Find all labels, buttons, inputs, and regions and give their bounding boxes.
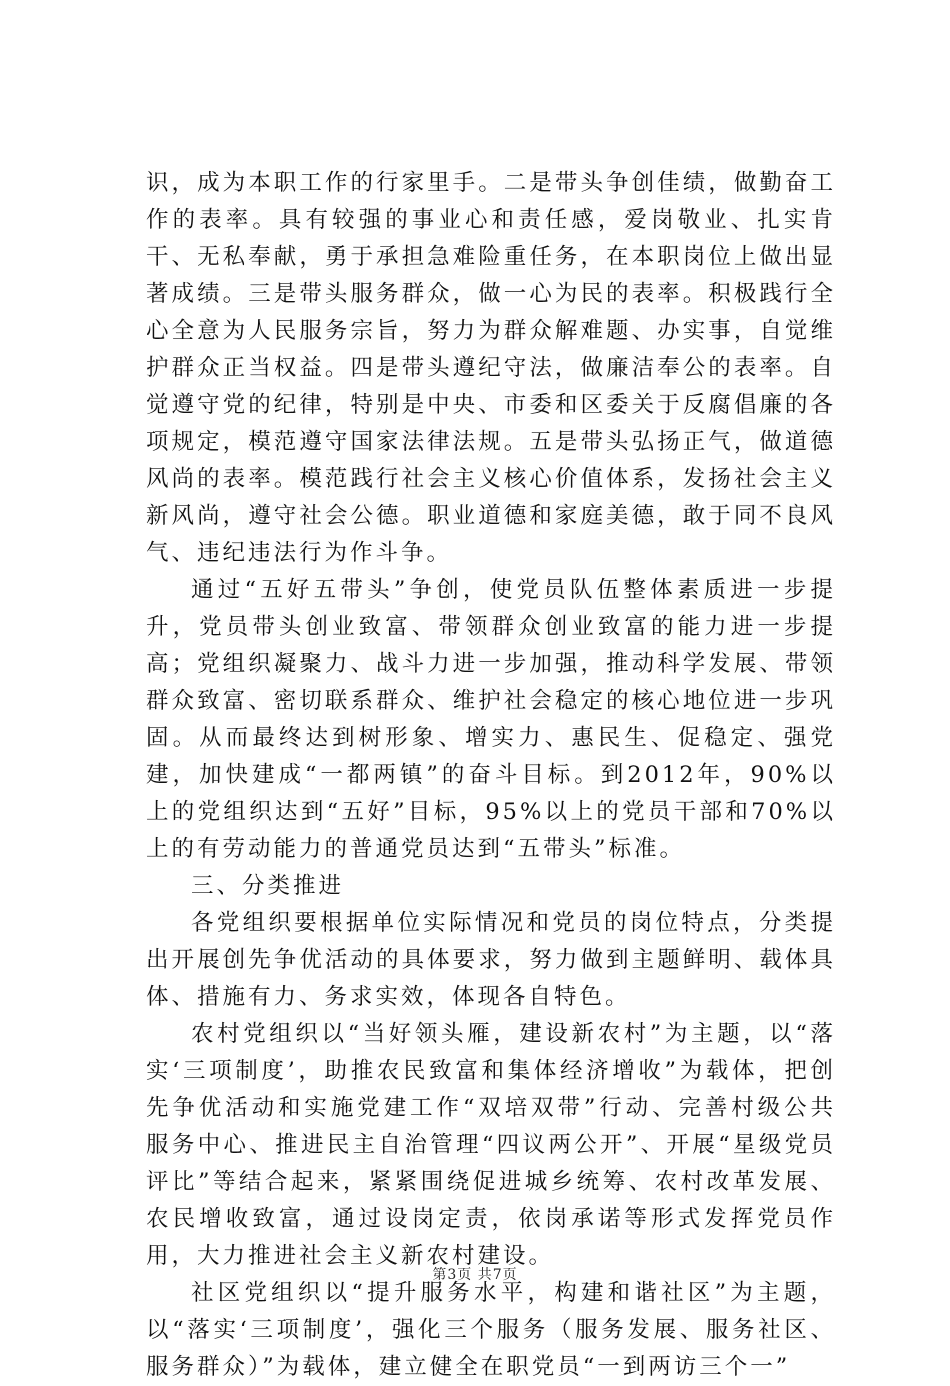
paragraph-rural: 农村党组织以“当好领头雁，建设新农村”为主题，以“落实‘三项制度’，助推农民致富和集体经济增收”为载体，把创先争优活动和实施党建工作“双培双带”行动、完善村级公共服务中心、推进民主自治管理“四议两公开”、开展“星级党员评比”等结合起来，紧紧围绕促进城乡统筹、农村改革发展、农民增收致富，通过设岗定责，依岗承诺等形式发挥党员作用，大力推进社会主义新农村建设。 [146, 1021, 836, 1269]
paragraph-classification: 各党组织要根据单位实际情况和党员的岗位特点，分类提出开展创先争优活动的具体要求，努力做到主题鲜明、载体具体、措施有力、务求实效，体现各自特色。 [146, 910, 836, 1010]
paragraph-goals: 通过“五好五带头”争创，使党员队伍整体素质进一步提升，党员带头创业致富、带领群众创业致富的能力进一步提高；党组织凝聚力、战斗力进一步加强，推动科学发展、带领群众致富、密切联系群众、维护社会稳定的核心地位进一步巩固。从而最终达到树形象、增实力、惠民生、促稳定、强党建，加快建成“一都两镇”的奋斗目标。到2012年，90%以上的党组织达到“五好”目标，95%以上的党员干部和70%以上的有劳动能力的普通党员达到“五带头”标准。 [146, 577, 836, 862]
paragraph-community: 社区党组织以“提升服务水平，构建和谐社区”为主题，以“落实‘三项制度’，强化三个服务（服务发展、服务社区、服务群众）”为载体，建立健全在职党员“一到两访三个一” [146, 1280, 836, 1380]
document-body [146, 165, 836, 1386]
paragraph-continuation: 识，成为本职工作的行家里手。二是带头争创佳绩，做勤奋工作的表率。具有较强的事业心和责任感，爱岗敬业、扎实肯干、无私奉献，勇于承担急难险重任务，在本职岗位上做出显著成绩。三是带头服务群众，做一心为民的表率。积极践行全心全意为人民服务宗旨，努力为群众解难题、办实事，自觉维护群众正当权益。四是带头遵纪守法，做廉洁奉公的表率。自觉遵守党的纪律，特别是中央、市委和区委关于反腐倡廉的各项规定，模范遵守国家法律法规。五是带头弘扬正气，做道德风尚的表率。模范践行社会主义核心价值体系，发扬社会主义新风尚，遵守社会公德。职业道德和家庭美德，敢于同不良风气、违纪违法行为作斗争。 [146, 170, 836, 566]
section-heading: 三、分类推进 [191, 873, 345, 899]
page-footer: 第3页 共7页 [432, 1267, 518, 1283]
